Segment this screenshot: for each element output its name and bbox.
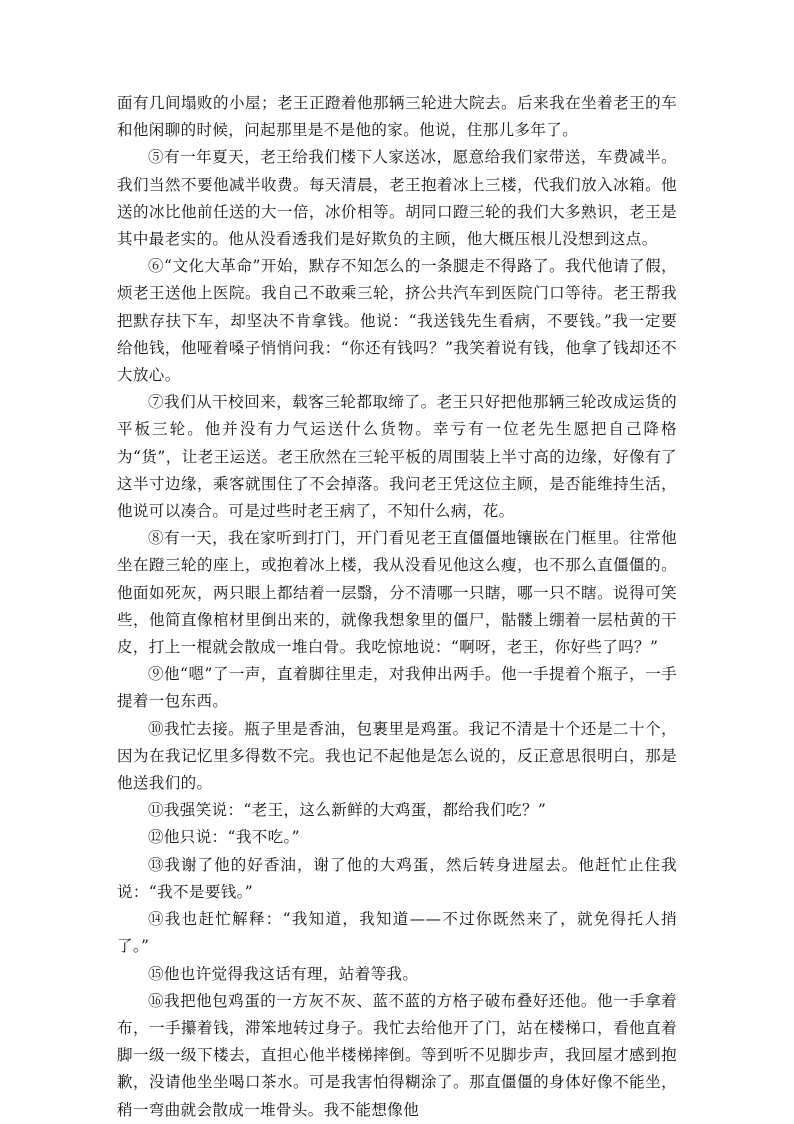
paragraph: 面有几间塌败的小屋；老王正蹬着他那辆三轮进大院去。后来我在坐着老王的车和他闲聊的时候，问起那里是不是他的家。他说，住那儿多年了。 [117, 94, 677, 140]
paragraph: ⑫他只说：“我不吃。” [148, 828, 300, 847]
paragraph: ⑦我们从干校回来，载客三轮都取缔了。老王只好把他那辆三轮改成运货的平板三轮。他并没有力气运送什么货物。幸亏有一位老先生愿把自己降格为“货”，让老王运送。老王欣然在三轮平板的周围装上半寸高的边缘，好像有了这半寸边缘，乘客就围住了不会掉落。我问老王凭这位主顾，是否能维持生活，他说可以凑合。可是过些时老王病了，不知什么病，花。 [117, 393, 677, 521]
paragraph: ⑭我也赶忙解释：“我知道，我知道——不过你既然来了，就免得托人捎了。” [117, 910, 677, 956]
paragraph: ⑪我强笑说：“老王，这么新鲜的大鸡蛋，都给我们吃？” [148, 801, 547, 820]
paragraph: ⑮他也许觉得我这话有理，站着等我。 [148, 964, 419, 983]
paragraph: ⑧有一天，我在家听到打门，开门看见老王直僵僵地镶嵌在门框里。往常他坐在蹬三轮的座上，或抱着冰上楼，我从没看见他这么瘦，也不那么直僵僵的。他面如死灰，两只眼上都结着一层翳，分不清哪一只瞎，哪一只不瞎。说得可笑些，他简直像棺材里倒出来的，就像我想象里的僵尸，骷髅上绷着一层枯黄的干皮，打上一棍就会散成一堆白骨。我吃惊地说：“啊呀，老王，你好些了吗？” [117, 529, 677, 657]
paragraph: ⑤有一年夏天，老王给我们楼下人家送冰，愿意给我们家带送，车费减半。我们当然不要他减半收费。每天清晨，老王抱着冰上三楼，代我们放入冰箱。他送的冰比他前任送的大一倍，冰价相等。胡同口蹬三轮的我们大多熟识，老王是其中最老实的。他从没看透我们是好欺负的主顾，他大概压根儿没想到这点。 [117, 148, 677, 249]
paragraph: ⑬我谢了他的好香油，谢了他的大鸡蛋，然后转身进屋去。他赶忙止住我说：“我不是要钱。” [117, 855, 677, 901]
paragraph: ⑩我忙去接。瓶子里是香油，包裹里是鸡蛋。我记不清是十个还是二十个，因为在我记忆里多得数不完。我也记不起他是怎么说的，反正意思很明白，那是他送我们的。 [117, 719, 677, 793]
paragraph: ⑯我把他包鸡蛋的一方灰不灰、蓝不蓝的方格子破布叠好还他。他一手拿着布，一手攥着钱，滞笨地转过身子。我忙去给他开了门，站在楼梯口，看他直着脚一级一级下楼去，直担心他半楼梯摔倒。等到听不见脚步声，我回屋才感到抱歉，没请他坐坐喝口茶水。可是我害怕得糊涂了。那直僵僵的身体好像不能坐，稍一弯曲就会散成一堆骨头。我不能想像他 [117, 991, 677, 1119]
document-page [117, 90, 677, 1124]
paragraph: ⑥“文化大革命”开始，默存不知怎么的一条腿走不得路了。我代他请了假，烦老王送他上医院。我自己不敢乘三轮，挤公共汽车到医院门口等待。老王帮我把默存扶下车，却坚决不肯拿钱。他说：“我送钱先生看病，不要钱。”我一定要给他钱，他哑着嗓子悄悄问我：“你还有钱吗？”我笑着说有钱，他拿了钱却还不大放心。 [117, 257, 677, 385]
paragraph: ⑨他“嗯”了一声，直着脚往里走，对我伸出两手。他一手提着个瓶子，一手提着一包东西。 [117, 665, 677, 711]
